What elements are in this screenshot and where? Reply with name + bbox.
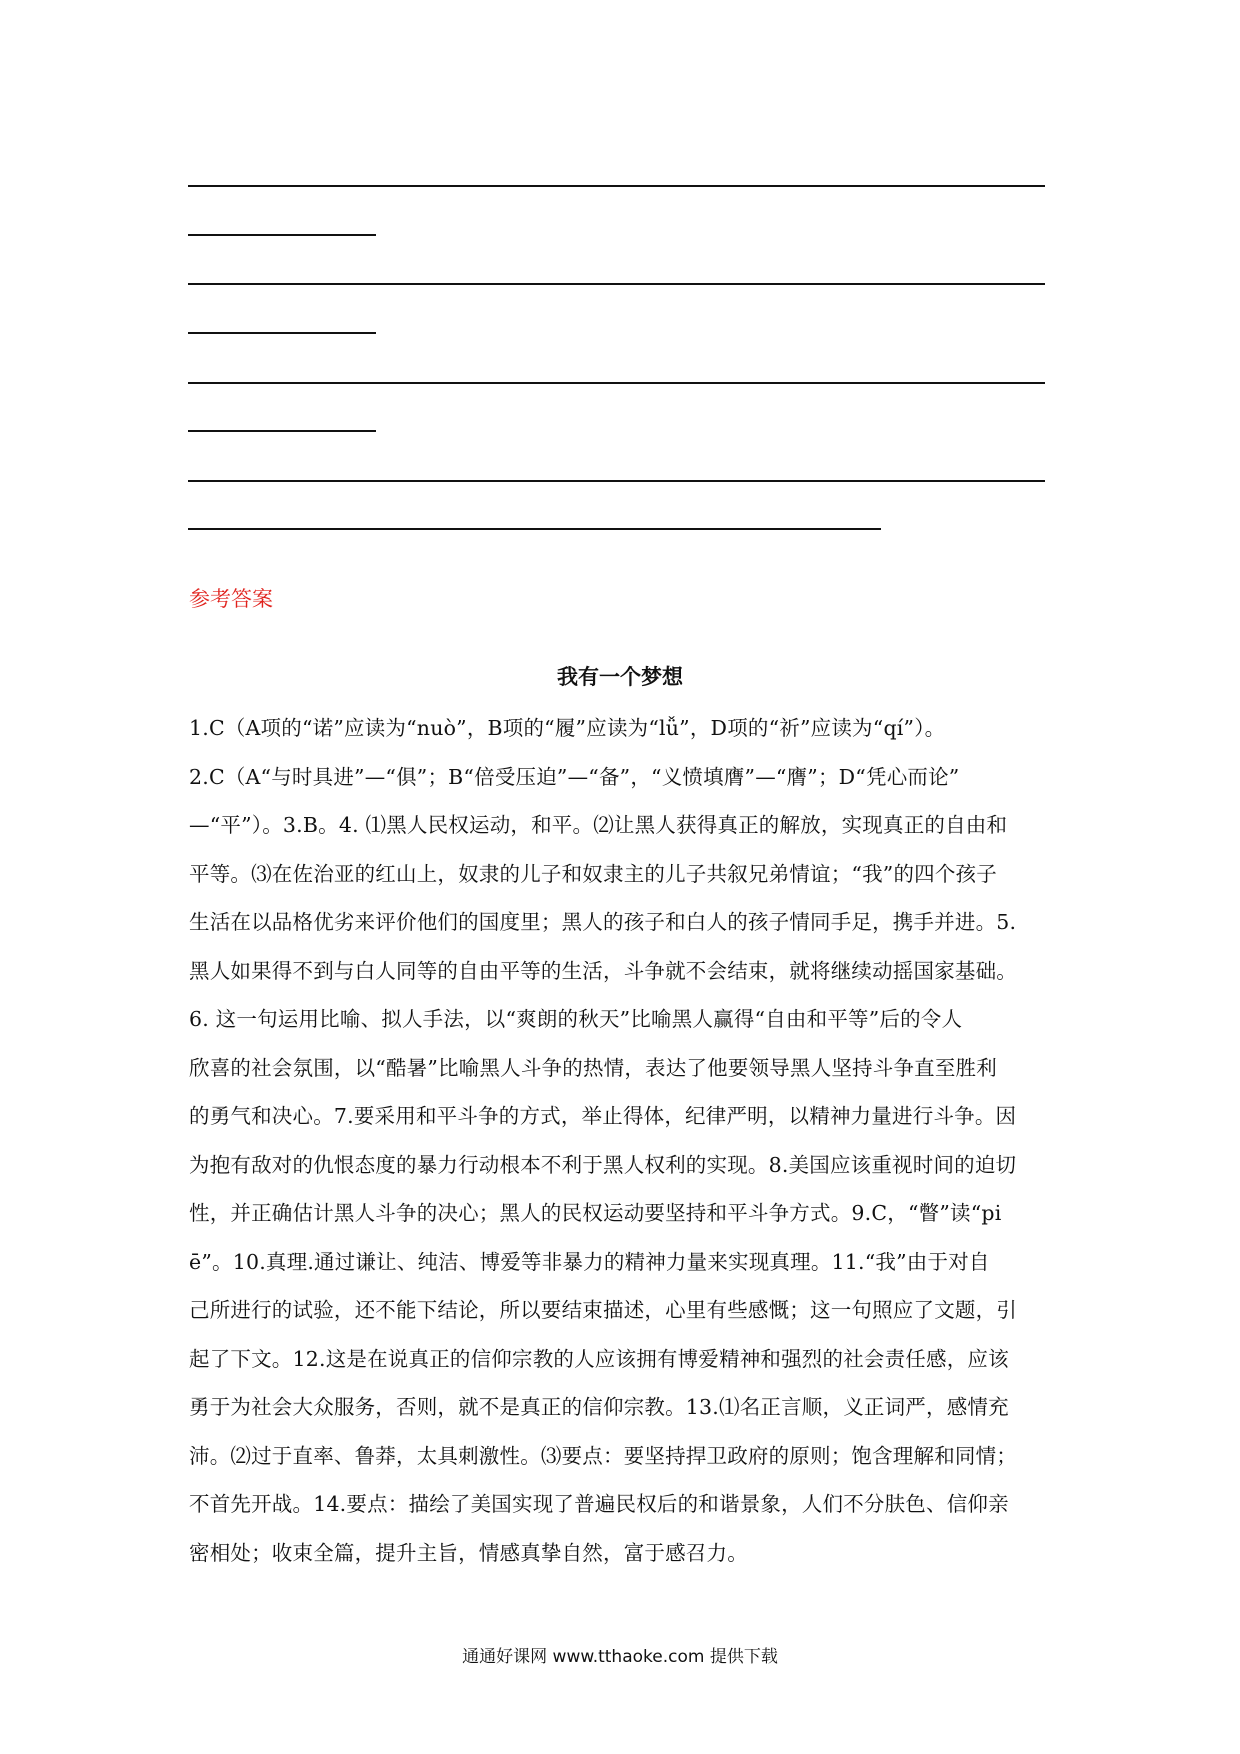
answer-line: 生活在以品格优劣来评价他们的国度里；黑人的孩子和白人的孩子情同手足，携手并进。5. <box>189 910 1017 934</box>
page-footer: 通通好课网 www.tthaoke.com 提供下载 <box>462 1647 778 1667</box>
answer-line-rule-7 <box>188 480 1045 482</box>
answer-line: 起了下文。12.这是在说真正的信仰宗教的人应该拥有博爱精神和强烈的社会责任感，应该 <box>189 1346 1009 1371</box>
answer-line-rule-6 <box>188 430 376 432</box>
reference-answer-label: 参考答案 <box>189 587 273 611</box>
answer-line-rule-1 <box>188 185 1045 187</box>
answer-line: 的勇气和决心。7.要采用和平斗争的方式，举止得体，纪律严明，以精神力量进行斗争。因 <box>189 1104 1017 1128</box>
answer-line-rule-5 <box>188 382 1045 384</box>
answer-line: 2.C（A“与时具进”—“俱”；B“倍受压迫”—“备”，“义愤填膺”—“膺”；D“凭心而论” <box>189 764 960 789</box>
answer-line-rule-2 <box>188 234 376 236</box>
answer-line: 为抱有敌对的仇恨态度的暴力行动根本不利于黑人权利的实现。8.美国应该重视时间的迫切 <box>189 1152 1017 1177</box>
answer-line-rule-8 <box>188 528 881 530</box>
answer-line: 欣喜的社会氛围，以“酷暑”比喻黑人斗争的热情，表达了他要领导黑人坚持斗争直至胜利 <box>189 1055 997 1080</box>
answer-line: 性，并正确估计黑人斗争的决心；黑人的民权运动要坚持和平斗争方式。9.C，“瞥”读“pi <box>189 1201 1002 1225</box>
answer-line: 黑人如果得不到与白人同等的自由平等的生活，斗争就不会结束，就将继续动摇国家基础。 <box>189 958 1017 983</box>
answer-line-rule-4 <box>188 332 376 334</box>
answer-text-block <box>189 704 1059 1577</box>
answer-line: ē”。10.真理.通过谦让、纯洁、博爱等非暴力的精神力量来实现真理。11.“我”由于对自 <box>189 1249 990 1274</box>
answer-line: 己所进行的试验，还不能下结论，所以要结束描述，心里有些感慨；这一句照应了文题，引 <box>189 1298 1017 1322</box>
answer-line: 6. 这一句运用比喻、拟人手法，以“爽朗的秋天”比喻黑人赢得“自由和平等”后的令人 <box>189 1007 963 1031</box>
answer-line-rule-3 <box>188 283 1045 285</box>
answer-line: 不首先开战。14.要点：描绘了美国实现了普遍民权后的和谐景象，人们不分肤色、信仰亲 <box>189 1492 1009 1516</box>
answer-line: 勇于为社会大众服务，否则，就不是真正的信仰宗教。13.⑴名正言顺，义正词严，感情充 <box>189 1395 1009 1419</box>
page-title: 我有一个梦想 <box>557 665 683 689</box>
answer-line: 密相处；收束全篇，提升主旨，情感真挚自然，富于感召力。 <box>189 1540 748 1565</box>
answer-line: 1.C（A项的“诺”应读为“nuò”，B项的“履”应读为“lǚ”，D项的“祈”应读为“qí”）。 <box>189 716 946 740</box>
answer-line: 沛。⑵过于直率、鲁莽，太具刺激性。⑶要点：要坚持捍卫政府的原则；饱含理解和同情； <box>189 1443 1017 1468</box>
answer-line: —“平”）。3.B。4. ⑴黑人民权运动，和平。⑵让黑人获得真正的解放，实现真正的自由和 <box>189 813 1008 837</box>
answer-line: 平等。⑶在佐治亚的红山上，奴隶的儿子和奴隶主的儿子共叙兄弟情谊；“我”的四个孩子 <box>189 861 997 886</box>
